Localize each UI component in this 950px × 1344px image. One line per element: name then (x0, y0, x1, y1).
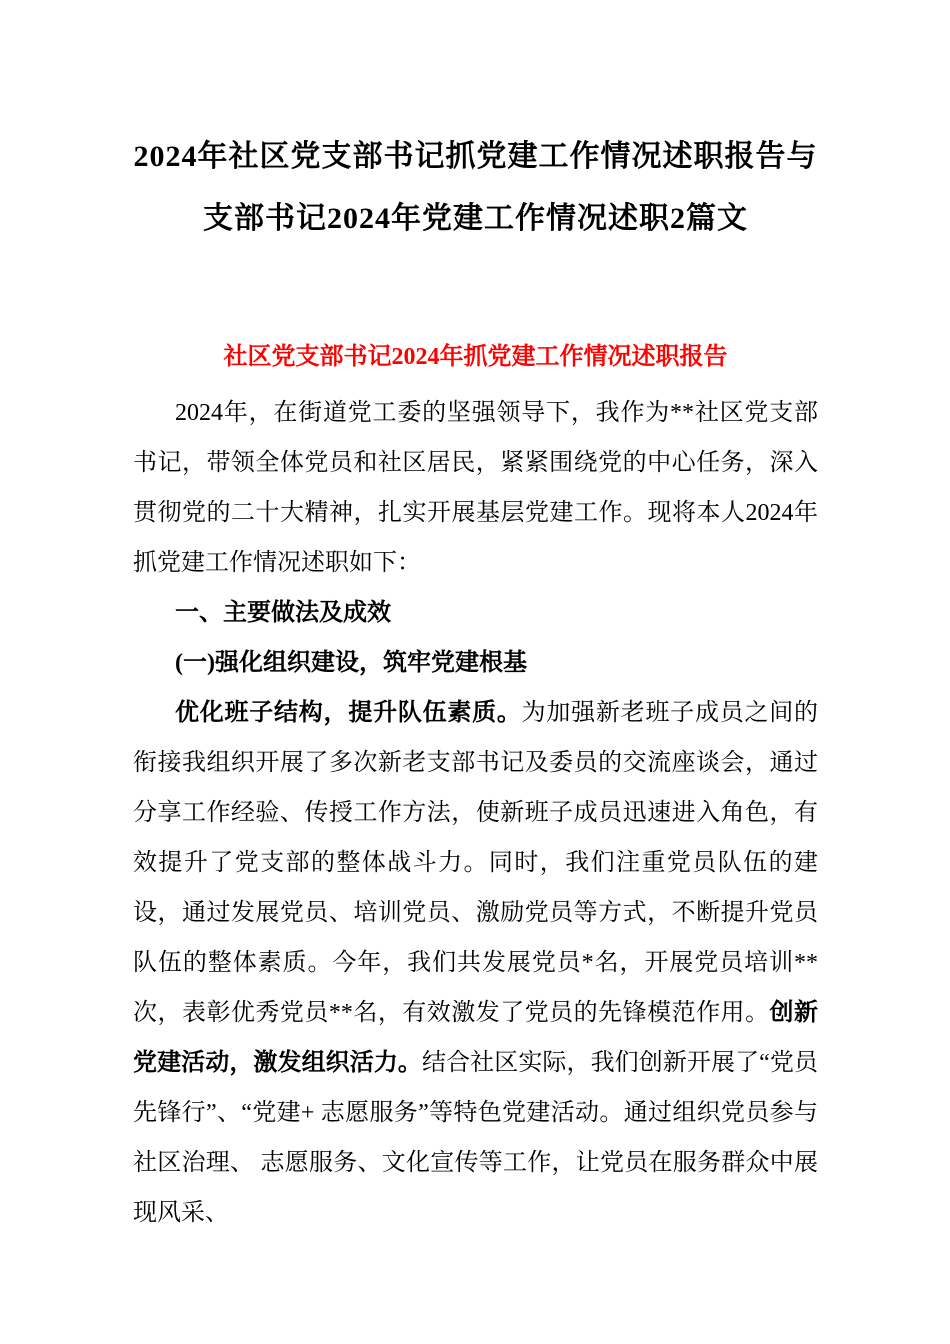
text-run-bold-innovate-activities: 创新党建活动，激发组织活力。 (133, 1000, 819, 1076)
section-heading: 社区党支部书记2024年抓党建工作情况述职报告 (223, 344, 728, 370)
text-run-team-building-detail: 为加强新老班子成员之间的衔接我组织开展了多次新老支部书记及委员的交流座谈会，通过分享工作经验、传授工作方法，使新班子成员迅速进入角色，有效提升了党支部的整体战斗力。同时，我们注重党员队伍的建设，通过发展党员、培训党员、激励党员等方式，不断提升党员队伍的整体素质。今年，我们共发展党员*名，开展党员培训**次，表彰优秀党员**名，有效激发了党员的先锋模范作用。 (133, 700, 818, 1026)
text-run-bold-optimize-team: 优化班子结构，提升队伍素质。 (175, 700, 522, 726)
document-title-line-1: 2024年社区党支部书记抓党建工作情况述职报告与 (133, 140, 818, 173)
paragraph-team-building (133, 688, 818, 1238)
document-title-line-2: 支部书记2024年党建工作情况述职2篇文 (203, 202, 748, 235)
heading-org-building: (一)强化组织建设，筑牢党建根基 (175, 650, 527, 676)
paragraph-intro: 2024年，在街道党工委的坚强领导下，我作为**社区党支部书记，带领全体党员和社区居民，紧紧围绕党的中心任务，深入贯彻党的二十大精神，扎实开展基层党建工作。现将本人2024年抓党建工作情况述职如下： (133, 400, 818, 576)
heading-main-practices: 一、主要做法及成效 (175, 600, 391, 626)
document-title (133, 126, 818, 250)
text-run-activities-detail: 结合社区实际，我们创新开展了“党员先锋行”、“党建+ 志愿服务”等特色党建活动。通过组织党员参与社区治理、 志愿服务、文化宣传等工作，让党员在服务群众中展现风采、 (133, 1050, 819, 1226)
